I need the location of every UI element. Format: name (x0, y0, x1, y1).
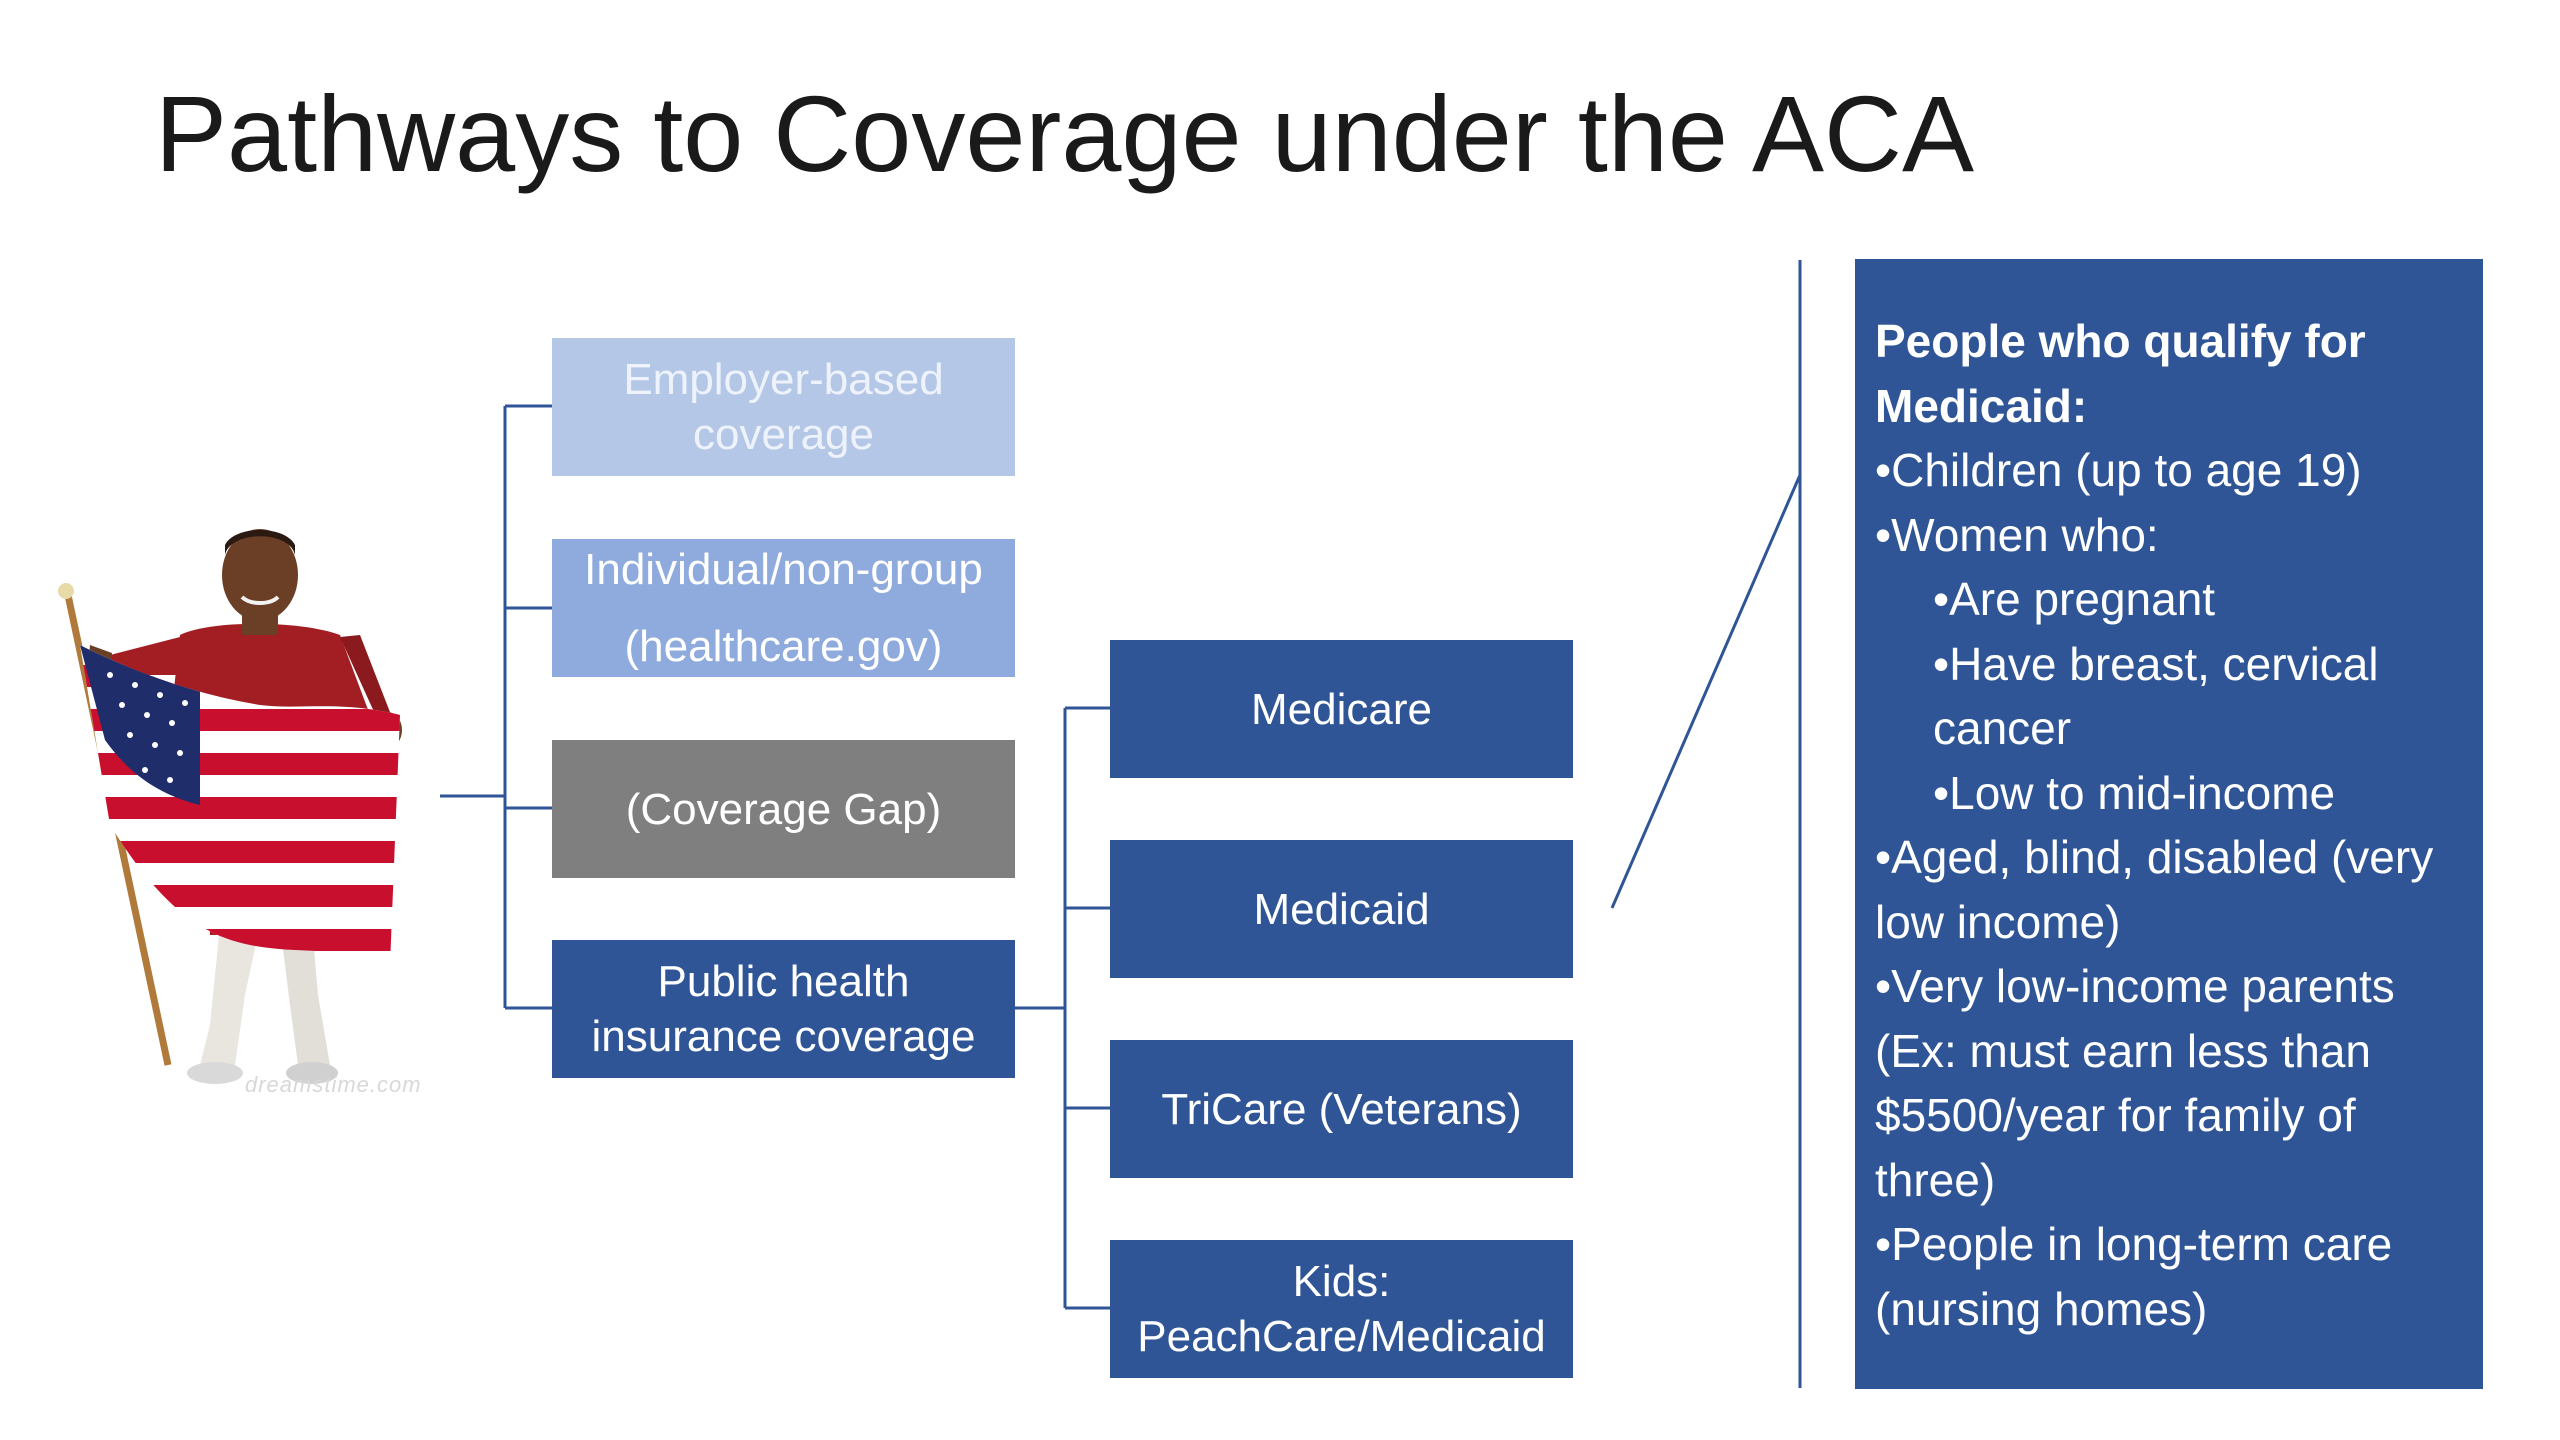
slide-title: Pathways to Coverage under the ACA (155, 73, 1975, 194)
program-tricare-label: TriCare (Veterans) (1161, 1084, 1522, 1134)
pathway-coverage-gap-box (552, 740, 1015, 878)
program-kids-line-2: PeachCare/Medicaid (1137, 1312, 1546, 1361)
medicaid-eligibility-item: •Children (up to age 19) (1875, 444, 2362, 496)
medicaid-eligibility-list (1875, 438, 2461, 1341)
pathway-public-line-2: insurance coverage (591, 1012, 976, 1061)
medicaid-eligibility-item: •Are pregnant (1933, 573, 2216, 625)
person-with-flag-image (50, 525, 450, 1105)
medicaid-eligibility-item: •Women who: (1875, 508, 2159, 561)
medicaid-eligibility-item: •Low to mid-income (1933, 766, 2336, 819)
program-tricare-box (1110, 1040, 1573, 1178)
program-medicaid-label: Medicaid (1253, 884, 1430, 934)
program-medicaid-box (1110, 840, 1573, 978)
pathway-public-box (552, 940, 1015, 1078)
medicaid-eligibility-item: •People in long-term care (nursing homes) (1875, 1218, 2393, 1335)
program-medicare-label: Medicare (1251, 684, 1432, 734)
callout-pointer (1612, 475, 1800, 908)
medicaid-eligibility-item: •Have breast, cervical cancer (1933, 637, 2379, 754)
image-watermark: dreamstime.com (245, 1072, 422, 1097)
pathway-individual-line-1: Individual/non-group (584, 545, 983, 594)
pathway-employer-line-1: Employer-based (623, 355, 944, 404)
pathway-employer-box (552, 338, 1015, 476)
pathway-coverage-gap-label: (Coverage Gap) (625, 784, 942, 834)
program-kids-box (1110, 1240, 1573, 1378)
program-kids-line-1: Kids: (1292, 1257, 1391, 1306)
pathway-individual-box (552, 539, 1015, 677)
pathway-employer-line-2: coverage (692, 410, 874, 459)
program-medicare-box (1110, 640, 1573, 778)
pathway-public-line-1: Public health (657, 957, 910, 1006)
medicaid-eligibility-panel (1855, 259, 2483, 1389)
medicaid-eligibility-item: •Aged, blind, disabled (very low income) (1875, 831, 2434, 948)
medicaid-eligibility-heading: People who qualify for Medicaid: (1875, 315, 2366, 432)
medicaid-eligibility-item: •Very low-income parents (Ex: must earn less than $5500/year for family of three) (1875, 960, 2395, 1206)
pathway-individual-line-2: (healthcare.gov) (624, 622, 943, 671)
